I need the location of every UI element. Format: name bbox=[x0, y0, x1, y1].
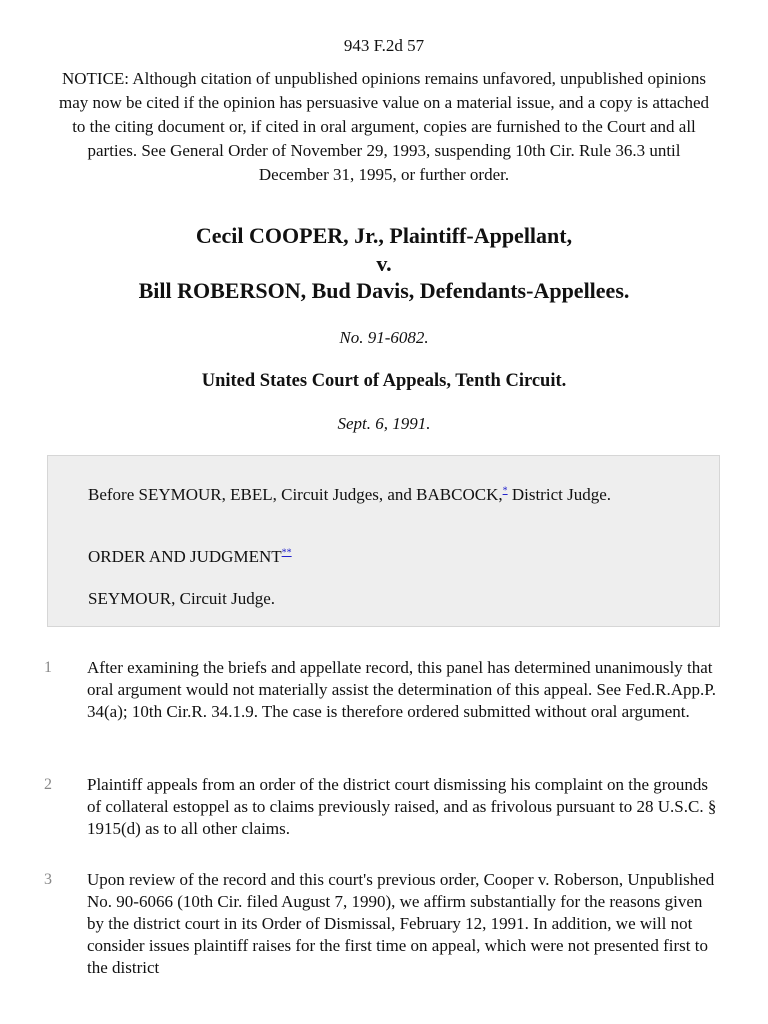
order-heading-text: ORDER AND JUDGMENT bbox=[88, 547, 282, 566]
panel-box bbox=[47, 455, 720, 627]
unpublished-notice: NOTICE: Although citation of unpublished opinions remains unfavored, unpublished opinions may now be cited if the opinion has persuasive value on a material issue, and a copy is attached to the citing document or, if cited in oral argument, copies are furnished to the Court and all parties. See General Order of November 29, 1993, suspending 10th Cir. Rule 36.3 until December 31, 1995, or further order. bbox=[58, 69, 710, 184]
order-heading bbox=[88, 546, 688, 568]
decision-date: Sept. 6, 1991. bbox=[337, 414, 431, 433]
footnote-link-order[interactable]: ** bbox=[281, 547, 292, 559]
plaintiff-line: Cecil COOPER, Jr., Plaintiff-Appellant, bbox=[195, 223, 573, 248]
panel-judges bbox=[88, 484, 688, 506]
case-citation: 943 F.2d 57 bbox=[343, 36, 425, 55]
docket-number: No. 91-6082. bbox=[339, 328, 429, 347]
panel-judges-text: Before SEYMOUR, EBEL, Circuit Judges, and BABCOCK, bbox=[88, 485, 503, 504]
paragraph-text: Upon review of the record and this court's previous order, Cooper v. Roberson, Unpublished No. 90-6066 (10th Cir. filed August 7, 1990), we affirm substantially for the reasons given by the district court in its Order of Dismissal, February 12, 1991. In addition, we will not consider issues plaintiff raises for the first time on appeal, which were not presented first to the district bbox=[87, 870, 715, 977]
versus-line: v. bbox=[376, 250, 392, 276]
opinion-author: SEYMOUR, Circuit Judge. bbox=[88, 589, 275, 608]
footnote-link-judge[interactable]: * bbox=[502, 485, 508, 497]
paragraph-number: 1 bbox=[44, 659, 52, 676]
paragraph-text: Plaintiff appeals from an order of the district court dismissing his complaint on the grounds of collateral estoppel as to claims previously raised, and as frivolous pursuant to 28 U.S.C. § 1915(d) as to all other claims. bbox=[87, 775, 717, 838]
panel-judges-tail: District Judge. bbox=[507, 485, 611, 504]
paragraph-number: 3 bbox=[44, 871, 52, 888]
paragraph-text: After examining the briefs and appellate record, this panel has determined unanimously that oral argument would not materially assist the determination of this appeal. See Fed.R.App.P. 34(a); 10th Cir.R. 34.1.9. The case is therefore ordered submitted without oral argument. bbox=[87, 658, 717, 721]
court-name: United States Court of Appeals, Tenth Circuit. bbox=[201, 371, 567, 391]
case-parties bbox=[0, 222, 768, 305]
paragraph-number: 2 bbox=[44, 776, 52, 793]
defendants-line: Bill ROBERSON, Bud Davis, Defendants-Appellees. bbox=[138, 278, 630, 303]
